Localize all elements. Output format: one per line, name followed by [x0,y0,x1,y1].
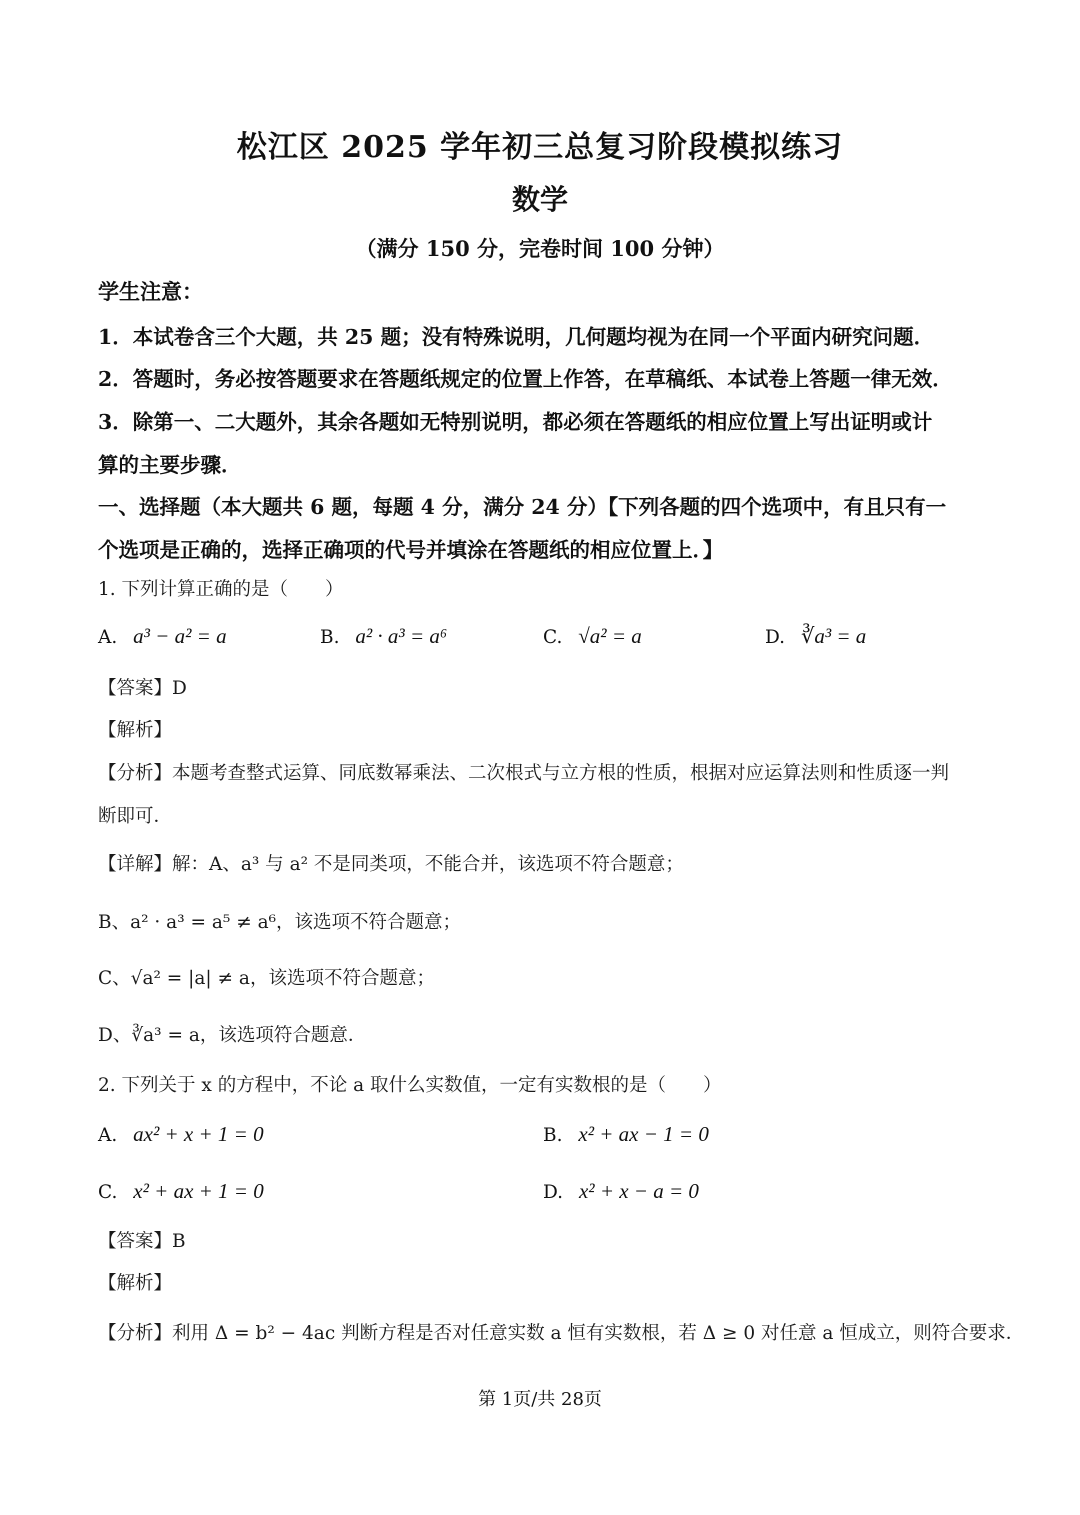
q2-option-b-label: B. [543,1125,563,1146]
q2-option-d [543,1179,699,1204]
q2-analysis-tag: 【解析】 [98,1273,173,1294]
q1-detail-d: D、∛a³ = a，该选项符合题意． [98,1025,367,1046]
q2-option-d-label: D. [543,1182,564,1203]
q1-option-c-math: √a² = a [578,624,642,648]
q1-option-c-label: C. [543,627,563,648]
q2-option-a-label: A. [98,1125,118,1146]
q1-option-b [320,624,447,649]
q2-option-c-label: C. [98,1182,118,1203]
q2-option-c-math: x² + ax + 1 = 0 [133,1179,264,1203]
q1-detail-c: C、√a² = |a| ≠ a，该选项不符合题意； [98,968,435,989]
q2-option-a [98,1122,264,1147]
q1-option-b-label: B. [320,627,340,648]
q2-fenxi: 【分析】利用 Δ = b² − 4ac 判断方程是否对任意实数 a 恒有实数根，若 Δ ≥ 0 对任意 a 恒成立，则符合要求． [98,1323,1025,1344]
q2-option-d-math: x² + x − a = 0 [578,1179,699,1203]
q1-option-d-math: ∛a³ = a [800,624,867,648]
q1-stem: 1. 下列计算正确的是（ ） [98,579,344,600]
section-heading-a: 一、选择题（本大题共 6 题，每题 4 分，满分 24 分）【下列各题的四个选项中，有且只有一 [98,495,947,519]
q1-option-d [765,624,866,649]
page-footer: 第 1页/共 28页 [478,1389,602,1410]
q1-option-a [98,624,227,649]
q1-detail-b: B、a² · a³ = a⁵ ≠ a⁶，该选项不符合题意； [98,912,462,933]
q2-option-c [98,1179,264,1204]
notice-heading: 学生注意： [98,279,203,304]
section-heading-b: 个选项是正确的，选择正确项的代号并填涂在答题纸的相应位置上．】 [98,538,724,562]
q1-option-b-math: a² · a³ = a⁶ [355,624,448,648]
q1-option-a-label: A. [98,627,118,648]
q1-fenxi-b: 断即可． [98,806,173,827]
subject-title: 数学 [511,183,568,216]
q1-option-d-label: D. [765,627,786,648]
notice-line-2: 2．答题时，务必按答题要求在答题纸规定的位置上作答，在草稿纸、本试卷上答题一律无效． [98,367,953,391]
exam-info: （满分 150 分，完卷时间 100 分钟） [355,236,725,261]
q2-option-b [543,1122,709,1147]
q1-option-a-math: a³ − a² = a [133,624,227,648]
notice-line-3b: 算的主要步骤． [98,453,242,477]
q2-stem: 2. 下列关于 x 的方程中，不论 a 取什么实数值，一定有实数根的是（ ） [98,1075,722,1096]
q2-option-a-math: ax² + x + 1 = 0 [133,1122,264,1146]
notice-line-3a: 3．除第一、二大题外，其余各题如无特别说明，都必须在答题纸的相应位置上写出证明或计 [98,410,933,434]
q2-option-b-math: x² + ax − 1 = 0 [578,1122,709,1146]
q1-analysis-tag: 【解析】 [98,720,173,741]
q1-detail-a: 【详解】解：A、a³ 与 a² 不是同类项，不能合并，该选项不符合题意； [98,854,684,875]
q1-fenxi-a: 【分析】本题考查整式运算、同底数幂乘法、二次根式与立方根的性质，根据对应运算法则和性质逐一判 [98,763,950,784]
q2-answer: 【答案】B [98,1231,186,1252]
exam-title: 松江区 2025 学年初三总复习阶段模拟练习 [236,130,844,165]
q1-option-c [543,624,642,649]
notice-line-1: 1．本试卷含三个大题，共 25 题；没有特殊说明，几何题均视为在同一个平面内研究问题． [98,325,935,349]
q1-answer: 【答案】D [98,678,187,699]
